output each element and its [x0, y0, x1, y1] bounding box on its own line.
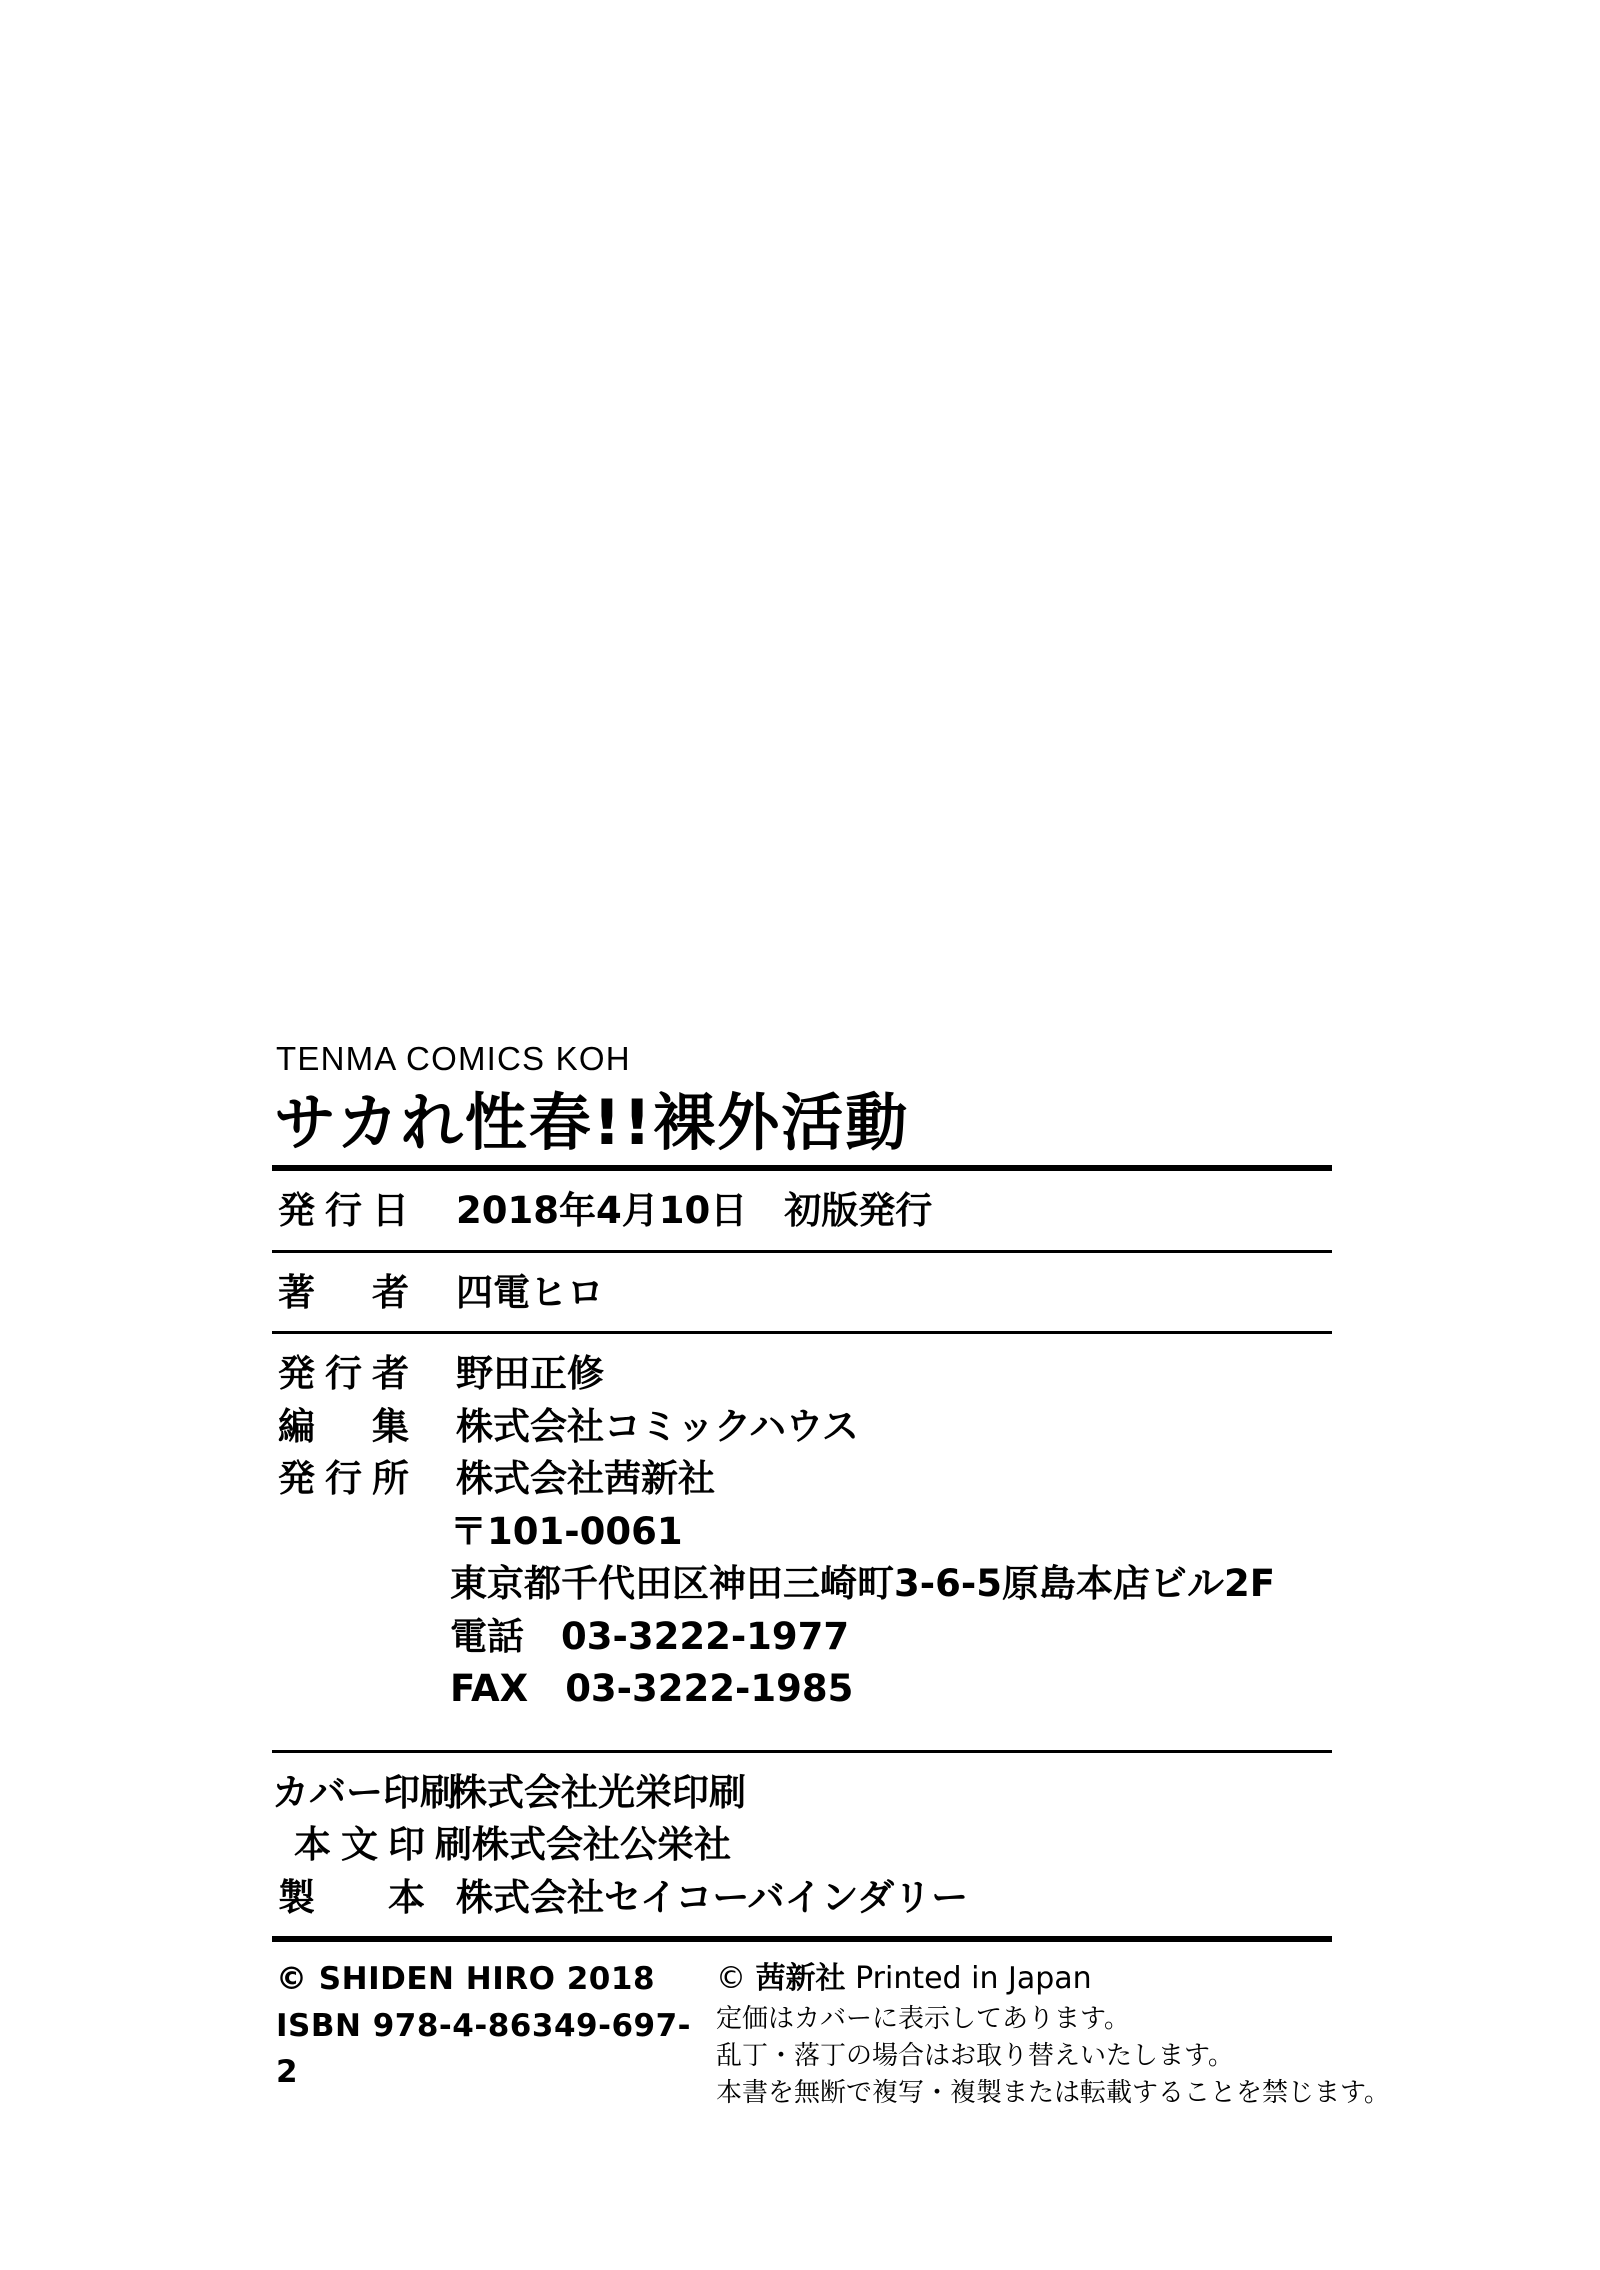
- label-publication-date: 発行日: [278, 1189, 419, 1233]
- row-text-printing: [272, 1819, 1332, 1872]
- value-editor: 株式会社コミックハウス: [456, 1404, 859, 1448]
- note-reproduction: 本書を無断で複写・複製または転載することを禁じます。: [716, 2078, 1390, 2109]
- printing-block: [272, 1753, 1332, 1937]
- value-fax: FAX 03-3222-1985: [450, 1667, 854, 1711]
- note-defect: 乱丁・落丁の場合はお取り替えいたします。: [716, 2041, 1234, 2072]
- isbn-line: ISBN 978-4-86349-697-2: [276, 2007, 692, 2091]
- row-publication-date: [272, 1185, 1332, 1238]
- publisher-name-jp: 茜新社: [755, 1961, 846, 1997]
- row-address: [272, 1558, 1332, 1611]
- label-publishing-house: 発行所: [278, 1457, 419, 1501]
- value-text-printing: 株式会社公栄社: [472, 1823, 731, 1867]
- printed-in-japan: Printed in Japan: [855, 1961, 1092, 1997]
- footer-right-column: [706, 1956, 1390, 2112]
- row-author: [272, 1267, 1332, 1320]
- value-address: 東京都千代田区神田三崎町3-6-5原島本店ビル2F: [450, 1562, 1275, 1606]
- publisher-block: [272, 1334, 1332, 1728]
- book-title: サカれ性春!!裸外活動: [274, 1086, 910, 1159]
- publisher-credit-line: [716, 1956, 1390, 2001]
- value-cover-printing: 株式会社光栄印刷: [450, 1770, 746, 1814]
- row-publisher-person: [272, 1348, 1332, 1401]
- colophon-block: [272, 1040, 1390, 2112]
- label-binding: 製 本: [278, 1875, 443, 1919]
- spacer-before-printing: [272, 1728, 1332, 1750]
- copyright-symbol: ©: [716, 1961, 746, 1997]
- footer-block: [272, 1942, 1390, 2112]
- row-cover-printing: [272, 1767, 1332, 1820]
- row-postal-code: [272, 1506, 1332, 1559]
- note-price: 定価はカバーに表示してあります。: [716, 2004, 1130, 2035]
- publication-date-block: [272, 1171, 1332, 1250]
- footer-left-column: [272, 1956, 706, 2112]
- author-block: [272, 1253, 1332, 1332]
- value-telephone: 電話 03-3222-1977: [450, 1614, 850, 1658]
- row-telephone: [272, 1611, 1332, 1664]
- label-editor: 編 集: [278, 1404, 419, 1448]
- label-text-printing: 本文印刷: [294, 1823, 482, 1867]
- copyright-line: © SHIDEN HIRO 2018: [276, 1961, 656, 1998]
- label-cover-printing: カバー印刷: [272, 1770, 457, 1814]
- row-publishing-house: [272, 1453, 1332, 1506]
- imprint-line: TENMA COMICS KOH: [276, 1040, 631, 1077]
- value-author: 四電ヒロ: [456, 1270, 604, 1314]
- label-publisher-person: 発行者: [278, 1352, 419, 1396]
- value-binding: 株式会社セイコーバインダリー: [456, 1875, 969, 1919]
- value-publishing-house: 株式会社茜新社: [456, 1457, 715, 1501]
- row-binding: [272, 1872, 1332, 1925]
- label-author: 著 者: [278, 1270, 419, 1314]
- value-postal-code: 〒101-0061: [450, 1509, 683, 1553]
- row-editor: [272, 1401, 1332, 1454]
- value-publication-date: 2018年4月10日 初版発行: [456, 1189, 933, 1233]
- row-fax: [272, 1663, 1332, 1716]
- value-publisher-person: 野田正修: [456, 1352, 604, 1396]
